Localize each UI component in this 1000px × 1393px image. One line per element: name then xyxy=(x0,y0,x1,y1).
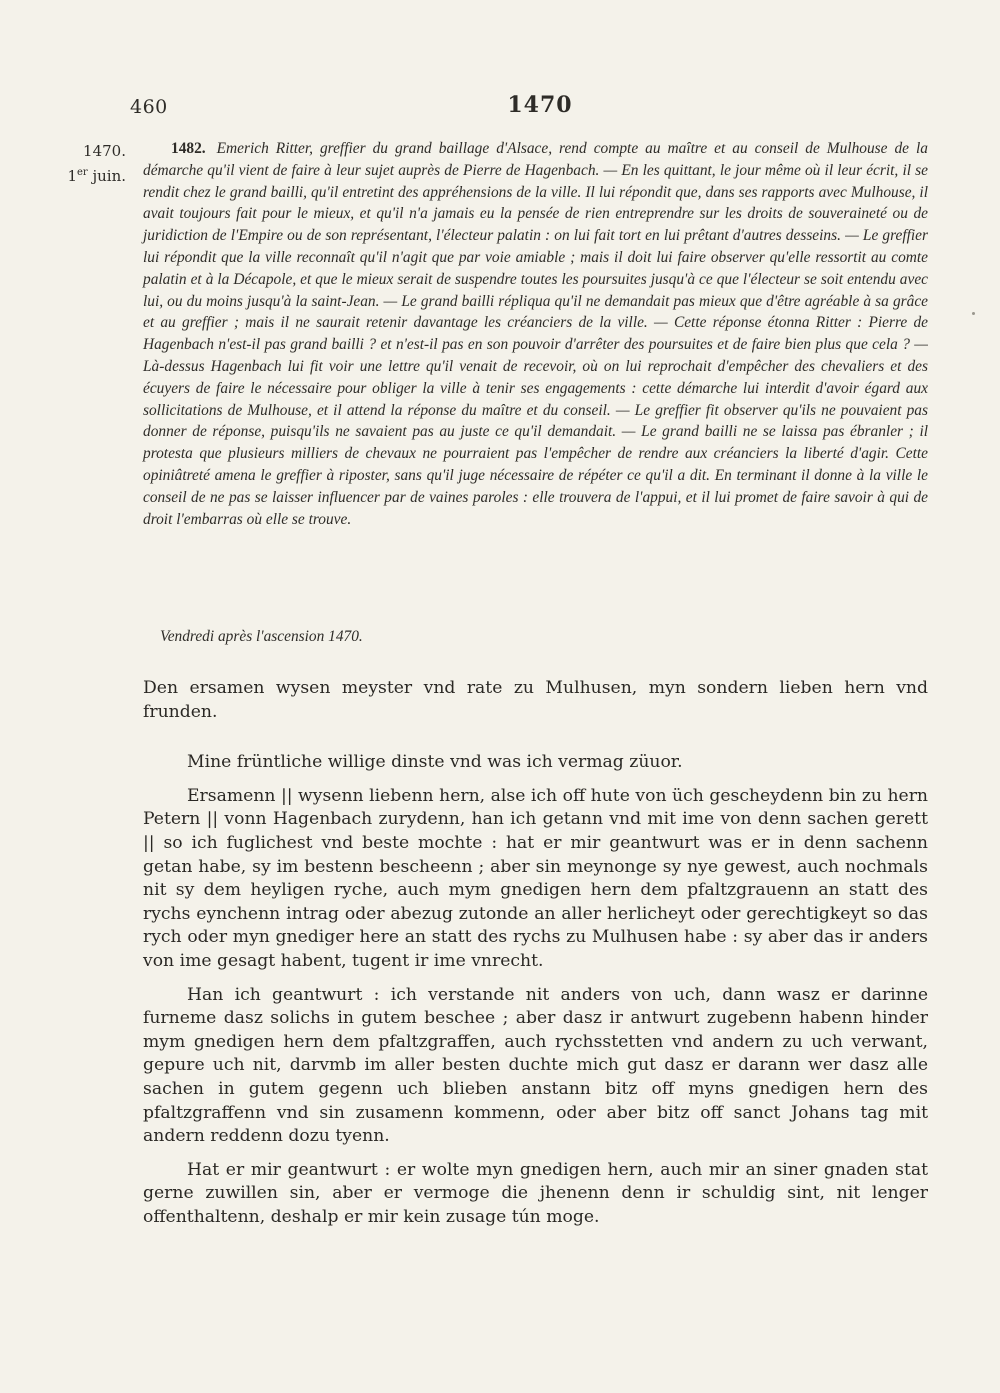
page-number: 460 xyxy=(130,96,168,118)
summary-text: Emerich Ritter, greffier du grand baillage d'Alsace, rend compte au maître et au conseil de Mulhouse de la démarche qu'il vient de faire à leur sujet auprès de Pierre de Hagenbach. — En les quittant, le jour même où il leur écrit, il se rendit chez le grand bailli, qu'il entretint des appréhensions de la ville. Il lui répondit que, dans ses rapports avec Mulhouse, il avait toujours fait pour le mieux, et qu'il n'a jamais eu la pensée de rien entreprendre sur les droits de souveraineté ou de juridiction de l'Empire ou de son représentant, l'électeur palatin : on lui fait tort en lui prêtant d'autres desseins. — Le greffier lui répondit que la ville reconnaît qu'il n'agit que par voie amiable ; mais il doit lui faire observer qu'elle ressortit au comte palatin et à la Décapole, et que le mieux serait de suspendre toutes les poursuites jusqu'à ce que l'électeur se soit entendu avec lui, ou du moins jusqu'à la saint-Jean. — Le grand bailli répliqua qu'il ne demandait pas mieux que d'être agréable à sa grâce et au greffier ; mais il ne saurait retenir davantage les créanciers de la ville. — Cette réponse étonna Ritter : Pierre de Hagenbach n'est-il pas grand bailli ? et n'est-il pas en son pouvoir d'arrêter des poursuites et de faire bien plus que cela ? — Là-dessus Hagenbach lui fit voir une lettre qu'il venait de recevoir, où on lui reprochait d'empêcher des chevaliers et des écuyers de faire le nécessaire pour obliger la ville à tenir ses engagements : cette démarche lui interdit d'avoir égard aux sollicitations de Mulhouse, et il attend la réponse du maître et du conseil. — Le greffier fit observer qu'ils ne pouvaient pas donner de réponse, puisqu'ils ne savaient pas au juste ce qu'il demandait. — Le grand bailli ne se laissa pas ébranler ; il protesta que plusieurs milliers de chevaux ne pourraient pas l'empêcher de rendre aux créanciers la liberté d'agir. Cette opiniâtreté amena le greffier à riposter, sans qu'il juge nécessaire de répéter ce qu'il a dit. En terminant il donne à la ville le conseil de ne pas se laisser influencer par de vaines paroles : elle trouvera de l'appui, et il lui promet de faire savoir à qui de droit l'embarras où elle se trouve. xyxy=(143,140,928,528)
margin-day xyxy=(46,162,126,187)
margin-date xyxy=(46,140,126,187)
document-summary xyxy=(143,138,928,530)
margin-month: juin. xyxy=(87,167,126,185)
letter-paragraph: Han ich geantwurt : ich verstande nit anders von uch, dann wasz er darinne furneme dasz solichs in gutem beschee ; aber dasz ir antwurt zugebenn habenn hinder mym gnedigen hern dem pfaltzgraffen, auch rychsstetten vnd andern zu uch verwant, gepure uch nit, darvmb im aller besten duchte mich gut dasz er darann wer dasz alle sachen in gutem gegenn uch blieben anstann bitz off myns gnedigen hern des pfaltzgraffenn vnd sin zusamenn kommenn, oder aber bitz off sanct Johans tag mit andern reddenn dozu tyenn. xyxy=(143,984,928,1147)
letter-paragraph: Hat er mir geantwurt : er wolte myn gnedigen hern, auch mir an siner gnaden stat gerne zuwillen sin, aber er vermoge die jhenenn denn ir schuldig sint, nit lenger offenthaltenn, deshalp er mir kein zusage tún moge. xyxy=(143,1159,928,1227)
running-head: 1470 xyxy=(507,92,573,118)
paper-speck xyxy=(972,312,975,315)
letter-address: Den ersamen wysen meyster vnd rate zu Mulhusen, myn sondern lieben hern vnd frunden. xyxy=(143,678,928,722)
document-number: 1482. xyxy=(171,140,206,157)
dateline: Vendredi après l'ascension 1470. xyxy=(160,628,363,645)
margin-day-number: 1 xyxy=(67,167,77,185)
letter-paragraph: Ersamenn || wysenn liebenn hern, alse ich off hute von üch gescheydenn bin zu hern Petern || vonn Hagenbach zurydenn, han ich getann vnd mit ime von denn sachen gerett || so ich fuglichest vnd beste mochte : hat er mir geantwurt was er in denn sachenn getan habe, sy im bestenn bescheenn ; aber sin meynonge sy nye gewest, auch nochmals nit sy dem heyligen ryche, auch mym gnedigen hern dem pfaltzgrauenn an statt des rychs eynchenn intrag oder abezug zutonde an aller herlicheyt oder gerechtigkeyt so das rych oder myn gnediger here an statt des rychs zu Mulhusen habe : sy aber das ir anders von ime gesagt habent, tugent ir ime vnrecht. xyxy=(143,785,928,971)
margin-year: 1470. xyxy=(83,142,126,160)
margin-day-suffix: er xyxy=(76,167,88,178)
letter-body xyxy=(143,677,928,1239)
letter-salutation: Mine früntliche willige dinste vnd was ich vermag züuor. xyxy=(187,752,683,773)
